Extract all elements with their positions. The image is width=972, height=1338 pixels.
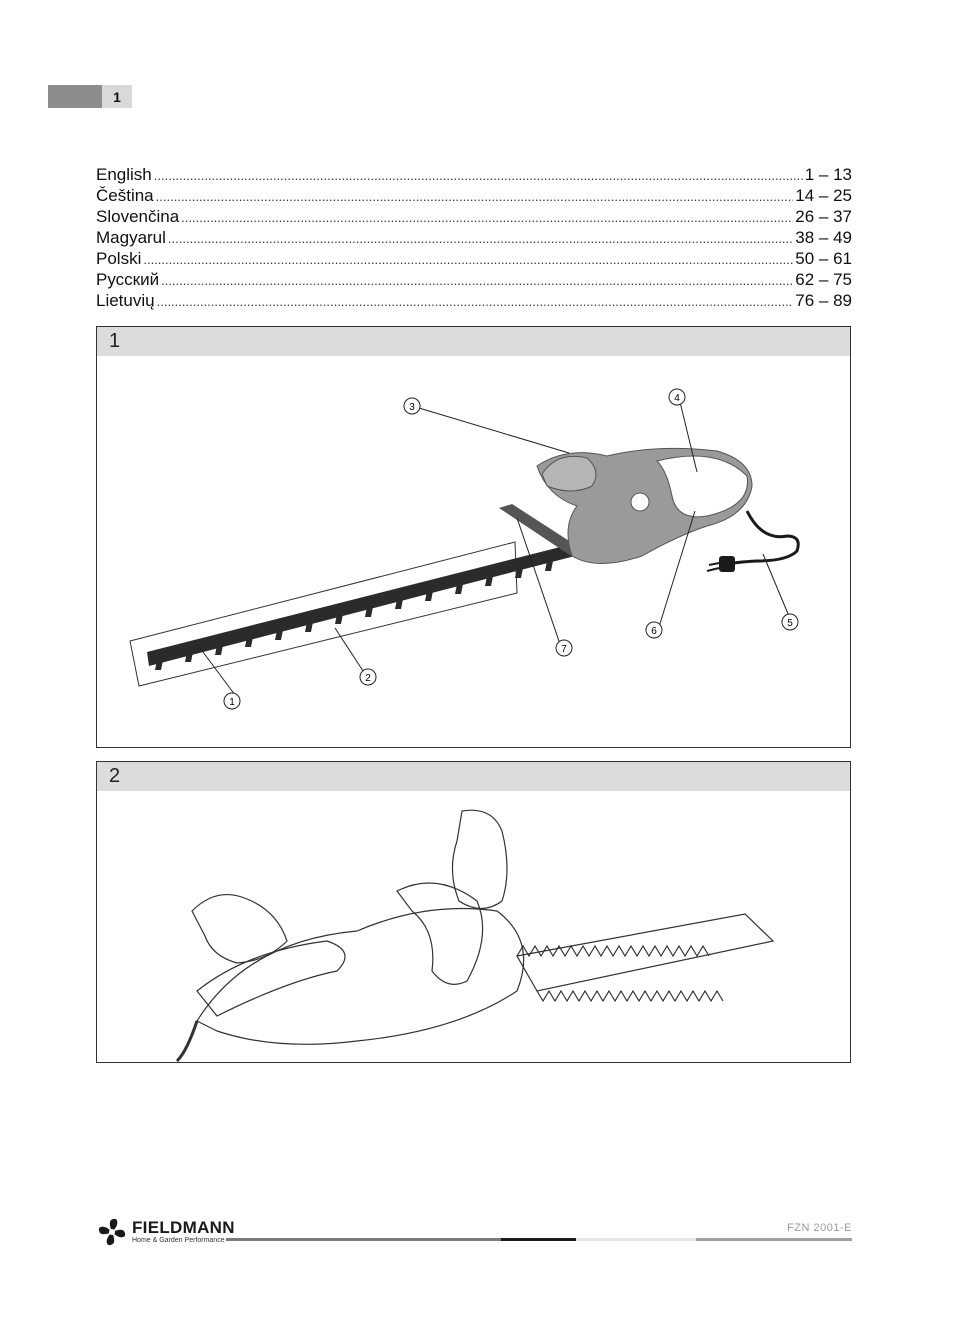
- page-tab-bar: [48, 85, 102, 108]
- footer-rule-segment: [501, 1238, 576, 1241]
- callout-4: [669, 389, 685, 405]
- toc-language: Lietuvių: [96, 291, 155, 310]
- svg-text:4: 4: [674, 393, 680, 404]
- toc-language: Polski: [96, 249, 142, 268]
- two-hand-operation-illustration: [97, 791, 850, 1062]
- footer-rule-segment: [576, 1238, 696, 1241]
- front-guard: [499, 504, 577, 556]
- footer-rule-segment: [226, 1238, 501, 1241]
- toc-pages: 62 – 75: [795, 270, 852, 289]
- svg-text:6: 6: [651, 626, 657, 637]
- figure-label: 2: [97, 762, 850, 791]
- footer-rule-segment: [696, 1238, 852, 1241]
- brand-name: FIELDMANN: [132, 1218, 235, 1237]
- page-number: 1: [102, 85, 132, 108]
- toc-pages: 1 – 13: [804, 165, 852, 184]
- svg-text:3: 3: [409, 402, 415, 413]
- callout-1: [224, 693, 240, 709]
- callout-7: [556, 640, 572, 656]
- left-hand: [192, 895, 287, 963]
- callout-6: [646, 622, 662, 638]
- toc-row[interactable]: [96, 248, 852, 269]
- toc-row[interactable]: [96, 185, 852, 206]
- hedge-trimmer-illustration: [97, 356, 850, 747]
- model-number: FZN 2001-E: [787, 1222, 852, 1234]
- toc-pages: 50 – 61: [795, 249, 852, 268]
- toc-pages: 38 – 49: [795, 228, 852, 247]
- toc-row[interactable]: [96, 227, 852, 248]
- power-cord: [177, 1021, 197, 1061]
- rear-handle: [197, 941, 345, 1016]
- callout-5: [782, 614, 798, 630]
- toc-language: Čeština: [96, 186, 154, 205]
- toc-pages: 26 – 37: [795, 207, 852, 226]
- svg-text:2: 2: [365, 673, 371, 684]
- toc-language: English: [96, 165, 152, 184]
- toc-language: Slovenčina: [96, 207, 180, 226]
- motor-housing: [197, 909, 524, 1045]
- fan-logo-icon: [96, 1216, 128, 1248]
- fieldmann-logo: [96, 1216, 235, 1248]
- callouts: [224, 389, 798, 709]
- leader-lines: [197, 402, 791, 699]
- toc-language: Русский: [96, 270, 160, 289]
- toc-row[interactable]: [96, 269, 852, 290]
- toc-language: Magyarul: [96, 228, 166, 247]
- figure-1: [96, 326, 851, 748]
- table-of-contents: [96, 164, 852, 311]
- plug: [719, 556, 735, 572]
- front-handle: [397, 883, 483, 984]
- toc-row[interactable]: [96, 164, 852, 185]
- svg-text:5: 5: [787, 618, 793, 629]
- page-number-tab: [48, 85, 132, 108]
- toc-pages: 14 – 25: [795, 186, 852, 205]
- figure-label: 1: [97, 327, 850, 356]
- callout-3: [404, 398, 420, 414]
- fan-icon: [631, 493, 649, 511]
- brand-tagline: Home & Garden Performance: [132, 1237, 225, 1244]
- blade-teeth: [155, 561, 553, 670]
- svg-text:7: 7: [561, 644, 567, 655]
- toc-row[interactable]: [96, 206, 852, 227]
- toc-row[interactable]: [96, 290, 852, 311]
- right-hand: [452, 810, 507, 908]
- callout-2: [360, 669, 376, 685]
- toc-pages: 76 – 89: [795, 291, 852, 310]
- svg-text:1: 1: [229, 697, 235, 708]
- blade: [147, 544, 575, 666]
- figure-2: [96, 761, 851, 1063]
